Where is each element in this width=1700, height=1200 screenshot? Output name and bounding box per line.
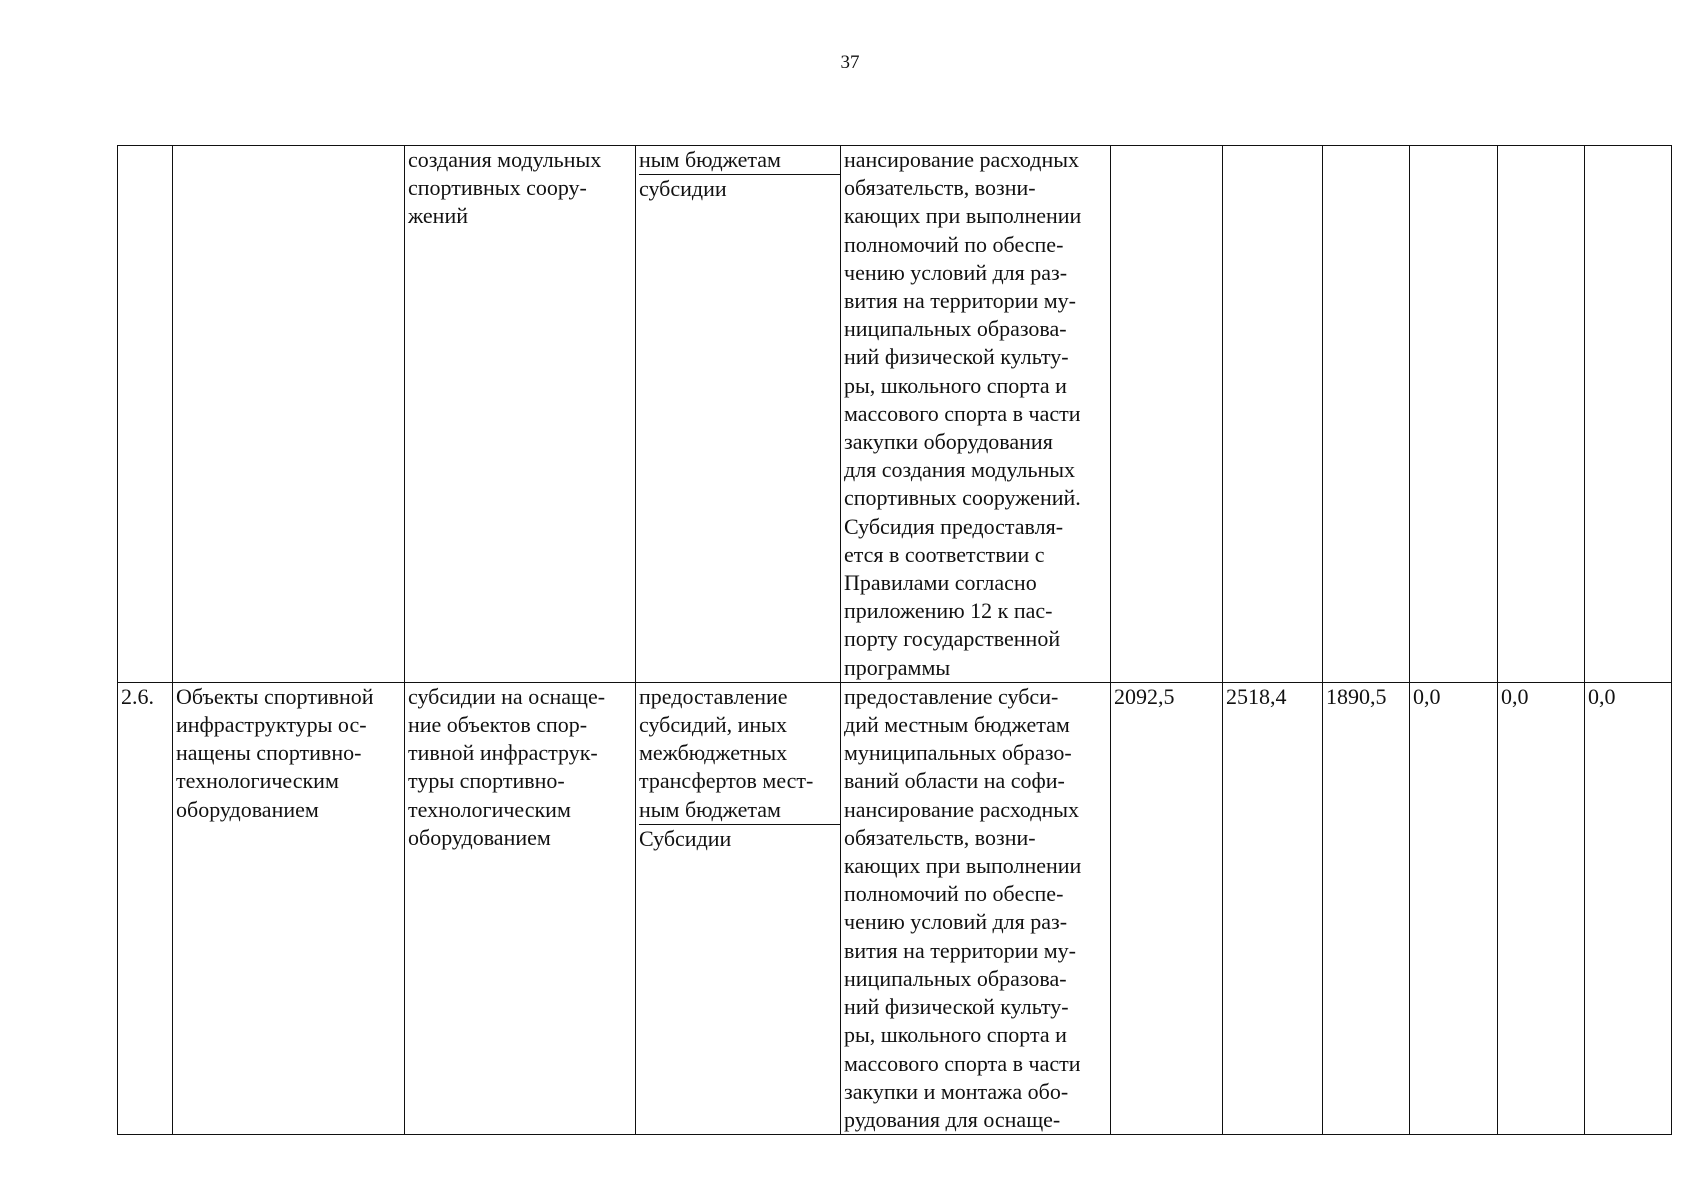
task-name-cell (173, 682, 405, 1134)
expense-type-cell (636, 146, 841, 683)
cell-text-line: нансирование расходных (844, 796, 1080, 822)
cell-text-line: кающих при выполнении (844, 853, 1082, 879)
value-cell (1223, 682, 1323, 1134)
cell-text-line: закупки и монтажа обо- (844, 1078, 1069, 1104)
cell-text-line: вития на территории му- (844, 288, 1076, 314)
description-cell (841, 682, 1111, 1134)
cell-text-line: субсидии (639, 176, 727, 202)
page-number: 37 (840, 52, 860, 73)
cell-text-line: ниципальных образова- (844, 316, 1067, 342)
cell-text-line: ры, школьного спорта и (844, 1022, 1067, 1048)
cell-text-line: дий местным бюджетам (844, 712, 1070, 738)
cell-text-line: технологическим (176, 768, 339, 794)
cell-text-line: ным бюджетам (639, 796, 781, 822)
cell-text-line: субсидий, иных (639, 712, 787, 738)
cell-text-line: нансирование расходных (844, 147, 1080, 172)
cell-text-line: ным бюджетам (639, 147, 781, 172)
cell-text-line: инфраструктуры ос- (176, 712, 367, 738)
cell-text-line: Субсидия предоставля- (844, 513, 1064, 539)
value-cell (1498, 682, 1585, 1134)
cell-text-line: ний физической культу- (844, 994, 1069, 1020)
cell-text-line: Субсидии (639, 825, 732, 851)
value-text: 0,0 (1501, 683, 1529, 709)
cell-text-line: для создания модульных (844, 457, 1076, 483)
cell-text-line: кающих при выполнении (844, 203, 1082, 229)
cell-text-line: чению условий для раз- (844, 909, 1068, 935)
expense-type-main (639, 683, 840, 825)
task-name-cell (173, 146, 405, 683)
cell-text-line: полномочий по обеспе- (844, 231, 1064, 257)
cell-text-line: предоставление субси- (844, 683, 1059, 709)
cell-text-line: оборудованием (176, 796, 319, 822)
program-table (117, 145, 1672, 1135)
cell-text-line: технологическим (408, 796, 571, 822)
expense-type-sub (639, 825, 838, 853)
value-cell (1585, 682, 1672, 1134)
row-number-cell (118, 146, 173, 683)
cell-text-line: спортивных сооружений. (844, 485, 1081, 511)
value-cell (1111, 146, 1223, 683)
cell-text-line: массового спорта в части (844, 1050, 1081, 1076)
cell-text-line: создания модульных (408, 147, 602, 172)
value-cell (1410, 146, 1498, 683)
cell-text-line: рудования для оснаще- (844, 1106, 1061, 1132)
value-text: 2518,4 (1226, 683, 1287, 709)
cell-text-line: обязательств, возни- (844, 175, 1036, 201)
cell-text-line: закупки оборудования (844, 429, 1053, 455)
cell-text-line: ваний области на софи- (844, 768, 1065, 794)
cell-text-line: вития на территории му- (844, 937, 1076, 963)
value-text: 0,0 (1413, 683, 1441, 709)
cell-text-line: трансфертов мест- (639, 768, 814, 794)
cell-text-line: тивной инфраструк- (408, 740, 598, 766)
value-text: 0,0 (1588, 683, 1616, 709)
expense-type-cell (636, 682, 841, 1134)
description-cell (841, 146, 1111, 683)
event-name-cell (405, 682, 636, 1134)
expense-type-sub (639, 175, 838, 203)
cell-text-line: оборудованием (408, 824, 551, 850)
cell-text-line: нащены спортивно- (176, 740, 362, 766)
cell-text-line: ниципальных образова- (844, 965, 1067, 991)
cell-text-line: муниципальных образо- (844, 740, 1072, 766)
table-row (118, 682, 1672, 1134)
value-cell (1585, 146, 1672, 683)
cell-text-line: полномочий по обеспе- (844, 881, 1064, 907)
expense-type-main (639, 146, 840, 175)
value-text: 1890,5 (1326, 683, 1387, 709)
cell-text-line: Объекты спортивной (176, 683, 374, 709)
cell-text-line: предоставление (639, 683, 788, 709)
cell-text-line: ется в соответствии с (844, 541, 1045, 567)
value-text: 2092,5 (1114, 683, 1175, 709)
cell-text-line: чению условий для раз- (844, 259, 1068, 285)
cell-text-line: субсидии на оснаще- (408, 683, 606, 709)
cell-text-line: обязательств, возни- (844, 824, 1036, 850)
row-number-cell (118, 682, 173, 1134)
value-cell (1323, 682, 1410, 1134)
row-number: 2.6. (121, 683, 154, 709)
cell-text-line: порту государственной (844, 626, 1061, 652)
value-cell (1111, 682, 1223, 1134)
cell-text-line: массового спорта в части (844, 400, 1081, 426)
value-cell (1223, 146, 1323, 683)
cell-text-line: приложению 12 к пас- (844, 598, 1053, 624)
table-row (118, 146, 1672, 683)
cell-text-line: жений (408, 203, 468, 229)
cell-text-line: спортивных соору- (408, 175, 587, 201)
cell-text-line: ний физической культу- (844, 344, 1069, 370)
event-name-cell (405, 146, 636, 683)
value-cell (1498, 146, 1585, 683)
cell-text-line: туры спортивно- (408, 768, 565, 794)
cell-text-line: Правилами согласно (844, 570, 1037, 596)
cell-text-line: программы (844, 654, 951, 680)
cell-text-line: межбюджетных (639, 740, 788, 766)
value-cell (1323, 146, 1410, 683)
cell-text-line: ры, школьного спорта и (844, 372, 1067, 398)
cell-text-line: ние объектов спор- (408, 712, 588, 738)
value-cell (1410, 682, 1498, 1134)
